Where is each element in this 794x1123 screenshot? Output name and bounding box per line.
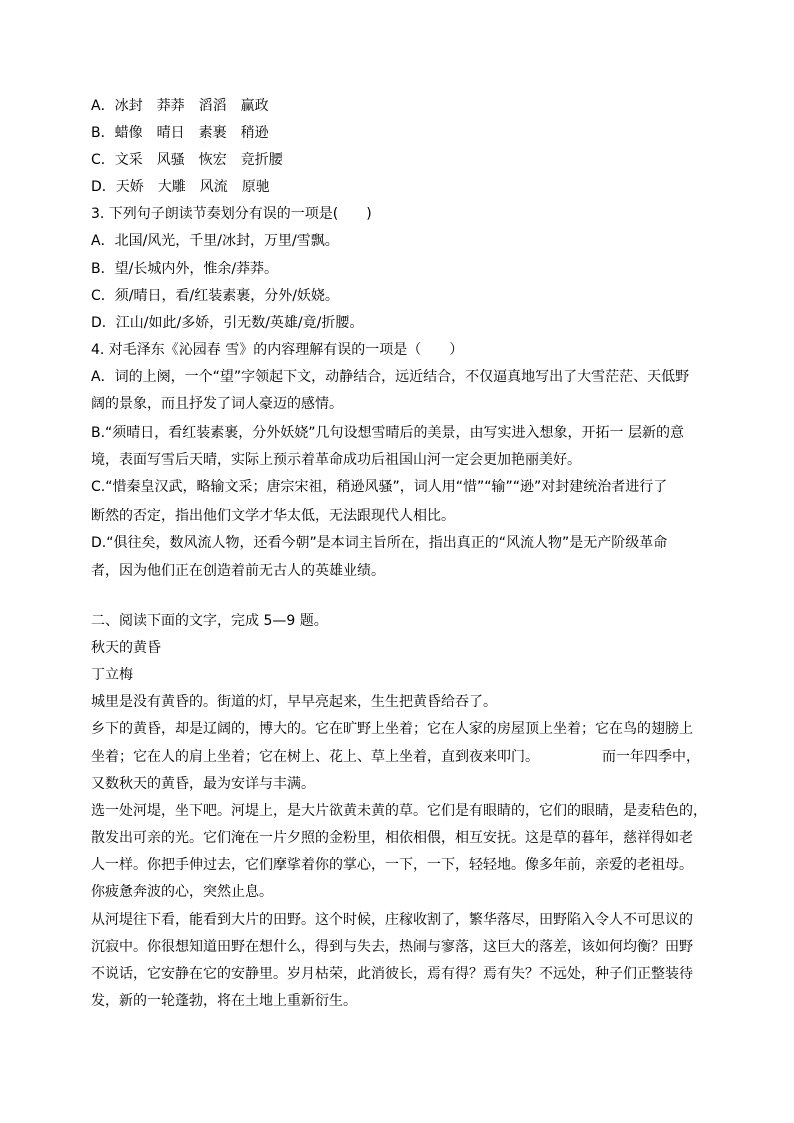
question-4: 4. 对毛泽东《沁园春 雪》的内容理解有误的一项是（ ） <box>91 342 464 358</box>
option-d-q3: D．江山/如此/多娇，引无数/英雄/竟/折腰。 <box>91 315 364 331</box>
option-a-q2: A．冰封 莽莽 滔滔 赢政 <box>91 98 269 114</box>
paragraph-2-line3: 又数秋天的黄昏，最为安详与丰满。 <box>91 776 315 792</box>
paragraph-2-line2: 坐着；它在人的肩上坐着；它在树上、花上、草上坐着，直到夜来叩门。 而一年四季中， <box>91 749 700 765</box>
option-b-q2: B．蜡像 晴日 素裹 稍逊 <box>91 125 269 141</box>
paragraph-4-line2: 沉寂中。你很想知道田野在想什么，得到与失去，热闹与寥落，这巨大的落差，该如何均衡？田野 <box>91 939 693 955</box>
paragraph-4-line4: 发，新的一轮蓬勃，将在土地上重新衍生。 <box>91 993 357 1009</box>
option-b-q4-line1: B.“须晴日，看红装素裹，分外妖娆”几句设想雪晴后的美景，由写实进入想象，开拓一 层新的意 <box>91 425 685 441</box>
option-a-q4-line1: A．词的上阕，一个“望”字领起下文，动静结合，远近结合，不仅逼真地写出了大雪茫茫、天低野 <box>91 369 690 385</box>
paragraph-4-line1: 从河堤往下看，能看到大片的田野。这个时候，庄稼收割了，繁华落尽，田野陷入令人不可思议的 <box>91 912 693 928</box>
option-d-q4-line1: D.“俱往矣，数风流人物，还看今朝”是本词主旨所在，指出真正的“风流人物”是无产阶级革命 <box>91 535 668 551</box>
option-a-q3: A．北国/风光，千里/冰封，万里/雪飘。 <box>91 233 339 249</box>
article-author: 丁立梅 <box>91 667 133 683</box>
option-d-q4-line2: 者，因为他们正在创造着前无古人的英雄业绩。 <box>91 563 385 579</box>
paragraph-3-line4: 你疲惫奔波的心，突然止息。 <box>91 884 273 900</box>
option-c-q4-line1: C.“惜秦皇汉武，略输文采；唐宗宋祖，稍逊风骚”，词人用“惜”“输”“逊”对封建统治者进行了 <box>91 479 668 495</box>
paragraph-2-line1: 乡下的黄昏，却是辽阔的，博大的。它在旷野上坐着；它在人家的房屋顶上坐着；它在鸟的翅膀上 <box>91 721 693 737</box>
section-two-heading: 二、阅读下面的文字，完成 5—9 题。 <box>91 613 328 629</box>
option-c-q3: C．须/晴日，看/红装素裹，分外/妖娆。 <box>91 288 339 304</box>
paragraph-1: 城里是没有黄昏的。街道的灯，早早亮起来，生生把黄昏给吞了。 <box>91 694 497 710</box>
article-title: 秋天的黄昏 <box>91 640 161 656</box>
option-d-q2: D．天娇 大雕 风流 原驰 <box>91 179 270 195</box>
option-b-q4-line2: 境，表面写雪后天晴，实际上预示着革命成功后祖国山河一定会更加艳丽美好。 <box>91 452 581 468</box>
question-3: 3. 下列句子朗读节奏划分有误的一项是( ) <box>91 206 372 222</box>
option-a-q4-line2: 阔的景象，而且抒发了词人豪迈的感情。 <box>91 396 343 412</box>
paragraph-3-line2: 散发出可亲的光。它们淹在一片夕照的金粉里，相依相偎，相互安抚。这是草的暮年，慈祥得如老 <box>91 830 693 846</box>
option-b-q3: B．望/长城内外，惟余/莽莽。 <box>91 261 279 277</box>
paragraph-3-line3: 人一样。你把手伸过去，它们摩挲着你的掌心，一下，一下，轻轻地。像多年前，亲爱的老祖母。 <box>91 857 693 873</box>
paragraph-4-line3: 不说话，它安静在它的安静里。岁月枯荣，此消彼长，焉有得？焉有失？不远处，种子们正整装待 <box>91 966 693 982</box>
paragraph-3-line1: 选一处河堤，坐下吧。河堤上，是大片欲黄未黄的草。它们是有眼睛的，它们的眼睛，是麦秸色的， <box>91 803 707 819</box>
option-c-q4-line2: 断然的否定，指出他们文学才华太低，无法跟现代人相比。 <box>91 508 455 524</box>
option-c-q2: C．文采 风骚 恢宏 竞折腰 <box>91 152 283 168</box>
